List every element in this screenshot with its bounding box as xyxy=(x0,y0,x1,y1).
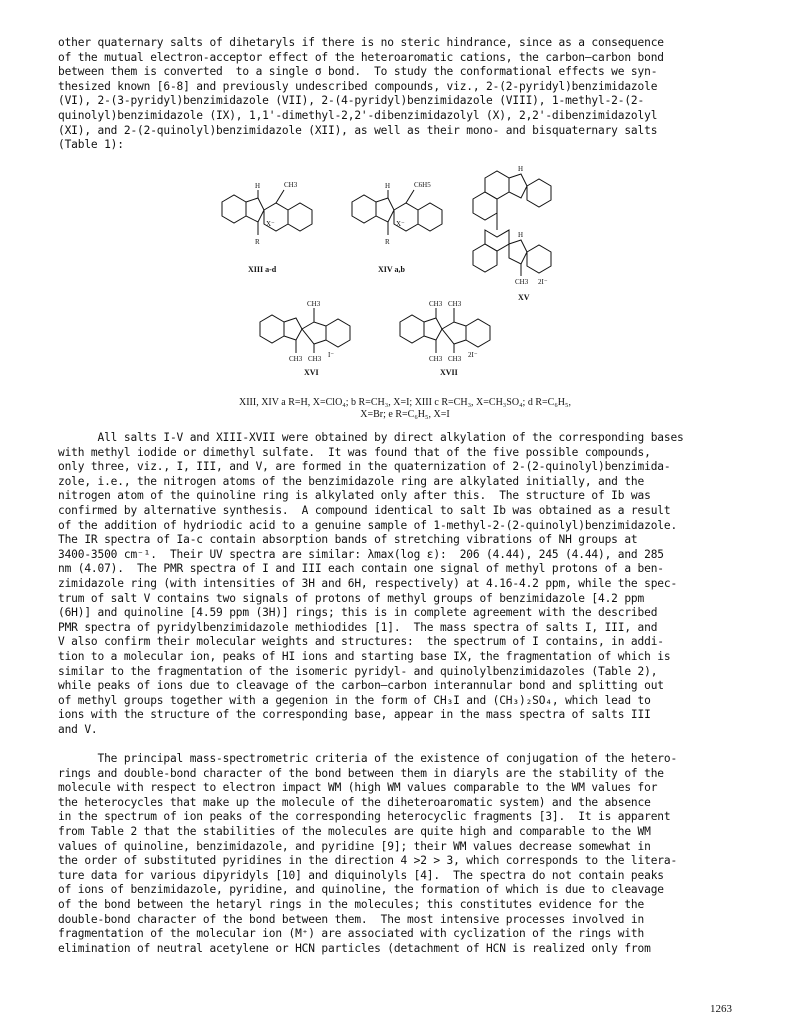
paragraph-intro: other quaternary salts of dihetaryls if there is no steric hindrance, since as a consequence of the mutual electron-acceptor effect of the heteroaromatic cations, the carbon—carbon bond between them is converted to a single σ bond. To study the conformational effects we syn- thesized known [6-8] and previously undescribed compounds, viz., 2-(2-pyridyl)benzimidazole (VI), 2-(3-pyridyl)benzimidazole (VII), 2-(4-pyridyl)benzimidazole (VIII), 1-methyl-2-(2- quinolyl)benzimidazole (IX), 1,1'-dimethyl-2,2'-dibenzimidazolyl (X), 2,2'-dibenzimidazolyl (XI), and 2-(2-quinolyl)benzimidazole (XII), as well as their mono- and bisquaternary salts (Table 1): xyxy=(58,36,664,152)
label-x: X⁻ xyxy=(266,220,275,228)
compound-xiv-label: XIV a,b xyxy=(378,265,405,274)
caption-line-1: XIII, XIV a R=H, X=ClO₄; b R=CH₃, X=I; XIII c R=CH₃, X=CH₃SO₄; d R=C₆H₅, xyxy=(238,397,572,408)
compound-xvii-label: XVII xyxy=(440,368,458,377)
label-2i: 2I⁻ xyxy=(468,351,478,359)
caption-line-2: X=Br; e R=C₆H₅, X=I xyxy=(360,409,450,420)
label-ch3: CH3 xyxy=(307,300,321,308)
label-ch3: CH3 xyxy=(429,300,443,308)
label-c6h5: C6H5 xyxy=(414,181,431,189)
label-r: R xyxy=(255,238,260,246)
label-ch3: CH3 xyxy=(308,355,322,363)
label-ch3: CH3 xyxy=(448,355,462,363)
page-number: 1263 xyxy=(710,1003,732,1015)
label-ch3: CH3 xyxy=(448,300,462,308)
label-ch3: CH3 xyxy=(515,278,529,286)
label-h: H xyxy=(518,231,524,239)
label-i: I⁻ xyxy=(328,351,335,359)
figure-caption xyxy=(170,397,640,421)
label-ch3: CH3 xyxy=(284,181,298,189)
label-ch3: CH3 xyxy=(429,355,443,363)
label-x: X⁻ xyxy=(396,220,405,228)
label-h: H xyxy=(255,182,261,190)
compound-xv-label: XV xyxy=(518,293,530,302)
label-h: H xyxy=(385,182,391,190)
chemical-structures-figure xyxy=(200,160,600,395)
compound-xiii-label: XIII a-d xyxy=(248,265,277,274)
label-ch3: CH3 xyxy=(289,355,303,363)
label-2i: 2I⁻ xyxy=(538,278,548,286)
label-h: H xyxy=(518,165,524,173)
paragraph-mass-spectrometry: The principal mass-spectrometric criteria of the existence of conjugation of the hetero- rings and double-bond character of the bond between them in diaryls are the stability of the molecule with respect to electron impact WM (high WM values comparable to the WM values for the heterocycles that make up the molecule of the diheteroaromatic system) and the absence in the spectrum of ion peaks of the corresponding heterocyclic fragments [3]. It is apparent from Table 2 that the stabilities of the molecules are quite high and comparable to the WM values of quinoline, benzimidazole, and pyridine [9]; their WM values decrease somewhat in the order of substituted pyridines in the direction 4 >2 > 3, which corresponds to the litera- ture data for various dipyridyls [10] and diquinolyls [4]. The spectra do not contain peaks of ions of benzimidazole, pyridine, and quinoline, the formation of which is due to cleavage of the bond between the hetaryl rings in the molecules; this constitutes evidence for the double-bond character of the bond between them. The most intensive processes involved in fragmentation of the molecular ion (M⁺) are associated with cyclization of the rings with elimination of neutral acetylene or HCN particles (detachment of HCN is realized only from xyxy=(58,752,678,955)
paragraph-alkylation: All salts I-V and XIII-XVII were obtained by direct alkylation of the corresponding bases with methyl iodide or dimethyl sulfate. It was found that of the five possible compounds, only three, viz., I, III, and V, are formed in the quaternization of 2-(2-quinolyl)benzimida- zole, i.e., the nitrogen atoms of the benzimidazole ring are alkylated initially, and the nitrogen atom of the quinoline ring is alkylated only after this. The structure of Ib was confirmed by alternative synthesis. A compound identical to salt Ib was obtained as a result of the addition of hydriodic acid to a genuine sample of 1-methyl-2-(2-quinolyl)benzimidazole. The IR spectra of Ia-c contain absorption bands of stretching vibrations of NH groups at 3400-3500 cm⁻¹. Their UV spectra are similar: λmax(log ε): 206 (4.44), 245 (4.44), and 285 nm (4.07). The PMR spectra of I and III each contain one signal of methyl protons of a ben- zimidazole ring (with intensities of 3H and 6H, respectively) at 4.16-4.2 ppm, while the spec- trum of salt V contains two signals of protons of methyl groups of benzimidazole [4.2 ppm (6H)] and quinoline [4.59 ppm (3H)] rings; this is in complete agreement with the described PMR spectra of pyridylbenzimidazole methiodides [1]. The mass spectra of salts I, III, and V also confirm their molecular weights and structures: the spectrum of I contains, in addi- tion to a molecular ion, peaks of HI ions and starting base IX, the fragmentation of which is similar to the fragmentation of the isomeric pyridyl- and quinolylbenzimidazoles (Table 2), while peaks of ions due to cleavage of the carbon—carbon interannular bond and splitting out of methyl groups together with a gegenion in the form of CH₃I and (CH₃)₂SO₄, which lead to ions with the structure of the corresponding base, appear in the mass spectra of salts III and V. xyxy=(58,431,684,736)
structures-svg xyxy=(200,160,600,395)
label-r: R xyxy=(385,238,390,246)
compound-xvi-label: XVI xyxy=(304,368,319,377)
